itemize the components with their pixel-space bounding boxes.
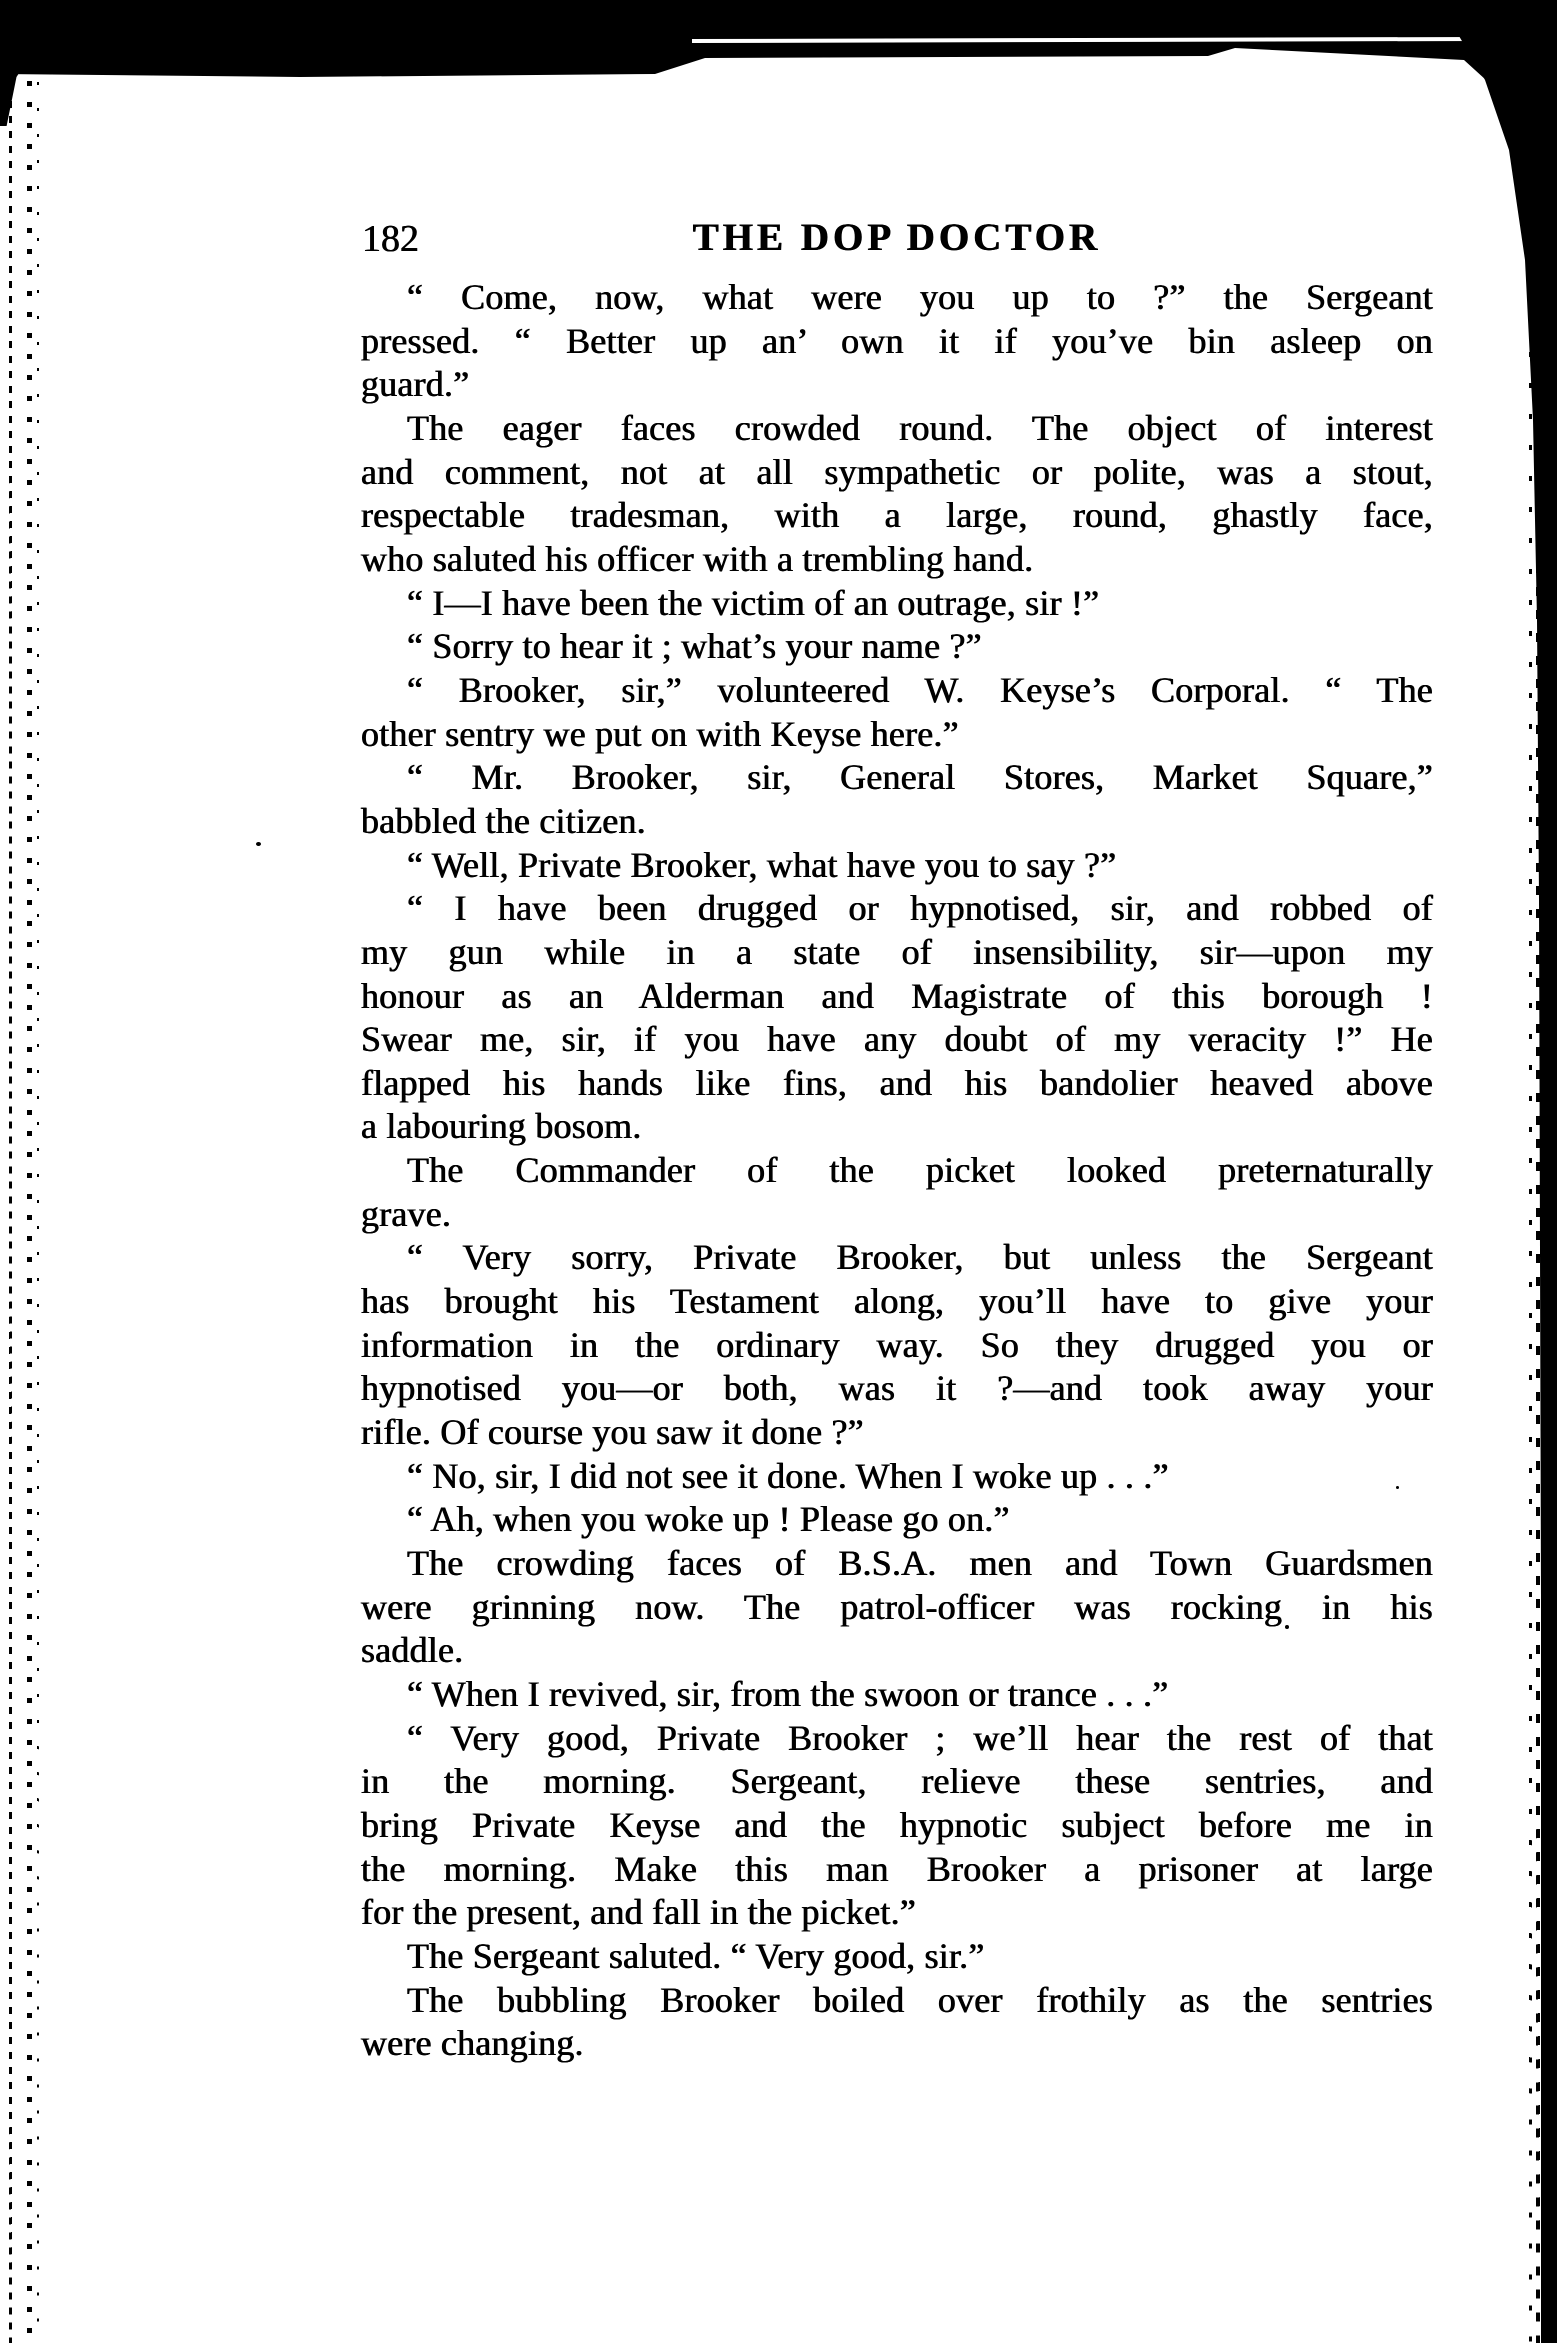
text-line: “ Very good, Private Brooker ; we’ll hear the rest of that (407, 1717, 1433, 1758)
text-line: “ I—I have been the victim of an outrage, sir !” (407, 582, 1100, 623)
text-line: grave. (361, 1193, 452, 1234)
text-line: saddle. (361, 1630, 464, 1671)
text-line: “ Come, now, what were you up to ?” the Sergeant (407, 277, 1433, 317)
text-line: who saluted his officer with a trembling hand. (361, 538, 1034, 579)
page-number: 182 (362, 218, 419, 260)
scan-edge-left-binding-speckle (0, 56, 46, 2343)
body-text (361, 276, 1433, 2066)
text-line: were grinning now. The patrol-officer was rocking in his (361, 1586, 1433, 1627)
text-line: The Sergeant saluted. “ Very good, sir.” (407, 1935, 985, 1976)
text-line: guard.” (361, 364, 470, 405)
text-line: and comment, not at all sympathetic or polite, was a stout, (361, 451, 1433, 492)
text-line: in the morning. Sergeant, relieve these sentries, and (361, 1761, 1433, 1802)
text-line: flapped his hands like fins, and his bandolier heaved above (361, 1062, 1433, 1103)
text-line: “ No, sir, I did not see it done. When I woke up . . .” (407, 1455, 1169, 1496)
text-line: The crowding faces of B.S.A. men and Town Guardsmen (407, 1543, 1433, 1584)
text-line: babbled the citizen. (361, 800, 646, 841)
text-line: “ Mr. Brooker, sir, General Stores, Market Square,” (407, 757, 1433, 798)
text-line: were changing. (361, 2023, 584, 2064)
text-line: respectable tradesman, with a large, round, ghastly face, (361, 495, 1433, 536)
text-line: “ Well, Private Brooker, what have you to say ?” (407, 844, 1117, 885)
text-line: other sentry we put on with Keyse here.” (361, 713, 959, 754)
text-line: my gun while in a state of insensibility, sir—upon my (361, 931, 1433, 972)
running-title: THE DOP DOCTOR (692, 216, 1102, 259)
text-line: for the present, and fall in the picket.” (361, 1892, 916, 1933)
scan-edge-right-speckle (1527, 150, 1543, 2343)
text-line: pressed. “ Better up an’ own it if you’ve bin asleep on (361, 320, 1433, 361)
text-line: Swear me, sir, if you have any doubt of my veracity !” He (361, 1019, 1433, 1060)
text-line: The eager faces crowded round. The object of interest (407, 407, 1433, 448)
text-line: bring Private Keyse and the hypnotic subject before me in (361, 1804, 1433, 1845)
text-line: a labouring bosom. (361, 1106, 642, 1147)
text-line: The Commander of the picket looked preternaturally (407, 1150, 1433, 1191)
text-line: the morning. Make this man Brooker a prisoner at large (361, 1848, 1433, 1889)
text-line: “ Ah, when you woke up ! Please go on.” (407, 1499, 1010, 1540)
text-line: “ Sorry to hear it ; what’s your name ?” (407, 626, 982, 667)
text-line: hypnotised you—or both, was it ?—and took away your (361, 1368, 1433, 1409)
text-line: honour as an Alderman and Magistrate of this borough ! (361, 975, 1433, 1016)
text-line: “ Brooker, sir,” volunteered W. Keyse’s Corporal. “ The (407, 669, 1433, 710)
text-line: “ When I revived, sir, from the swoon or trance . . .” (407, 1674, 1169, 1714)
text-line: The bubbling Brooker boiled over frothily as the sentries (407, 1979, 1433, 2020)
text-line: rifle. Of course you saw it done ?” (361, 1412, 864, 1453)
text-line: has brought his Testament along, you’ll have to give your (361, 1281, 1433, 1322)
ink-speck (256, 842, 261, 846)
text-line: “ I have been drugged or hypnotised, sir, and robbed of (407, 888, 1433, 929)
text-line: information in the ordinary way. So they drugged you or (361, 1324, 1433, 1365)
text-line: “ Very sorry, Private Brooker, but unless the Sergeant (407, 1237, 1433, 1278)
